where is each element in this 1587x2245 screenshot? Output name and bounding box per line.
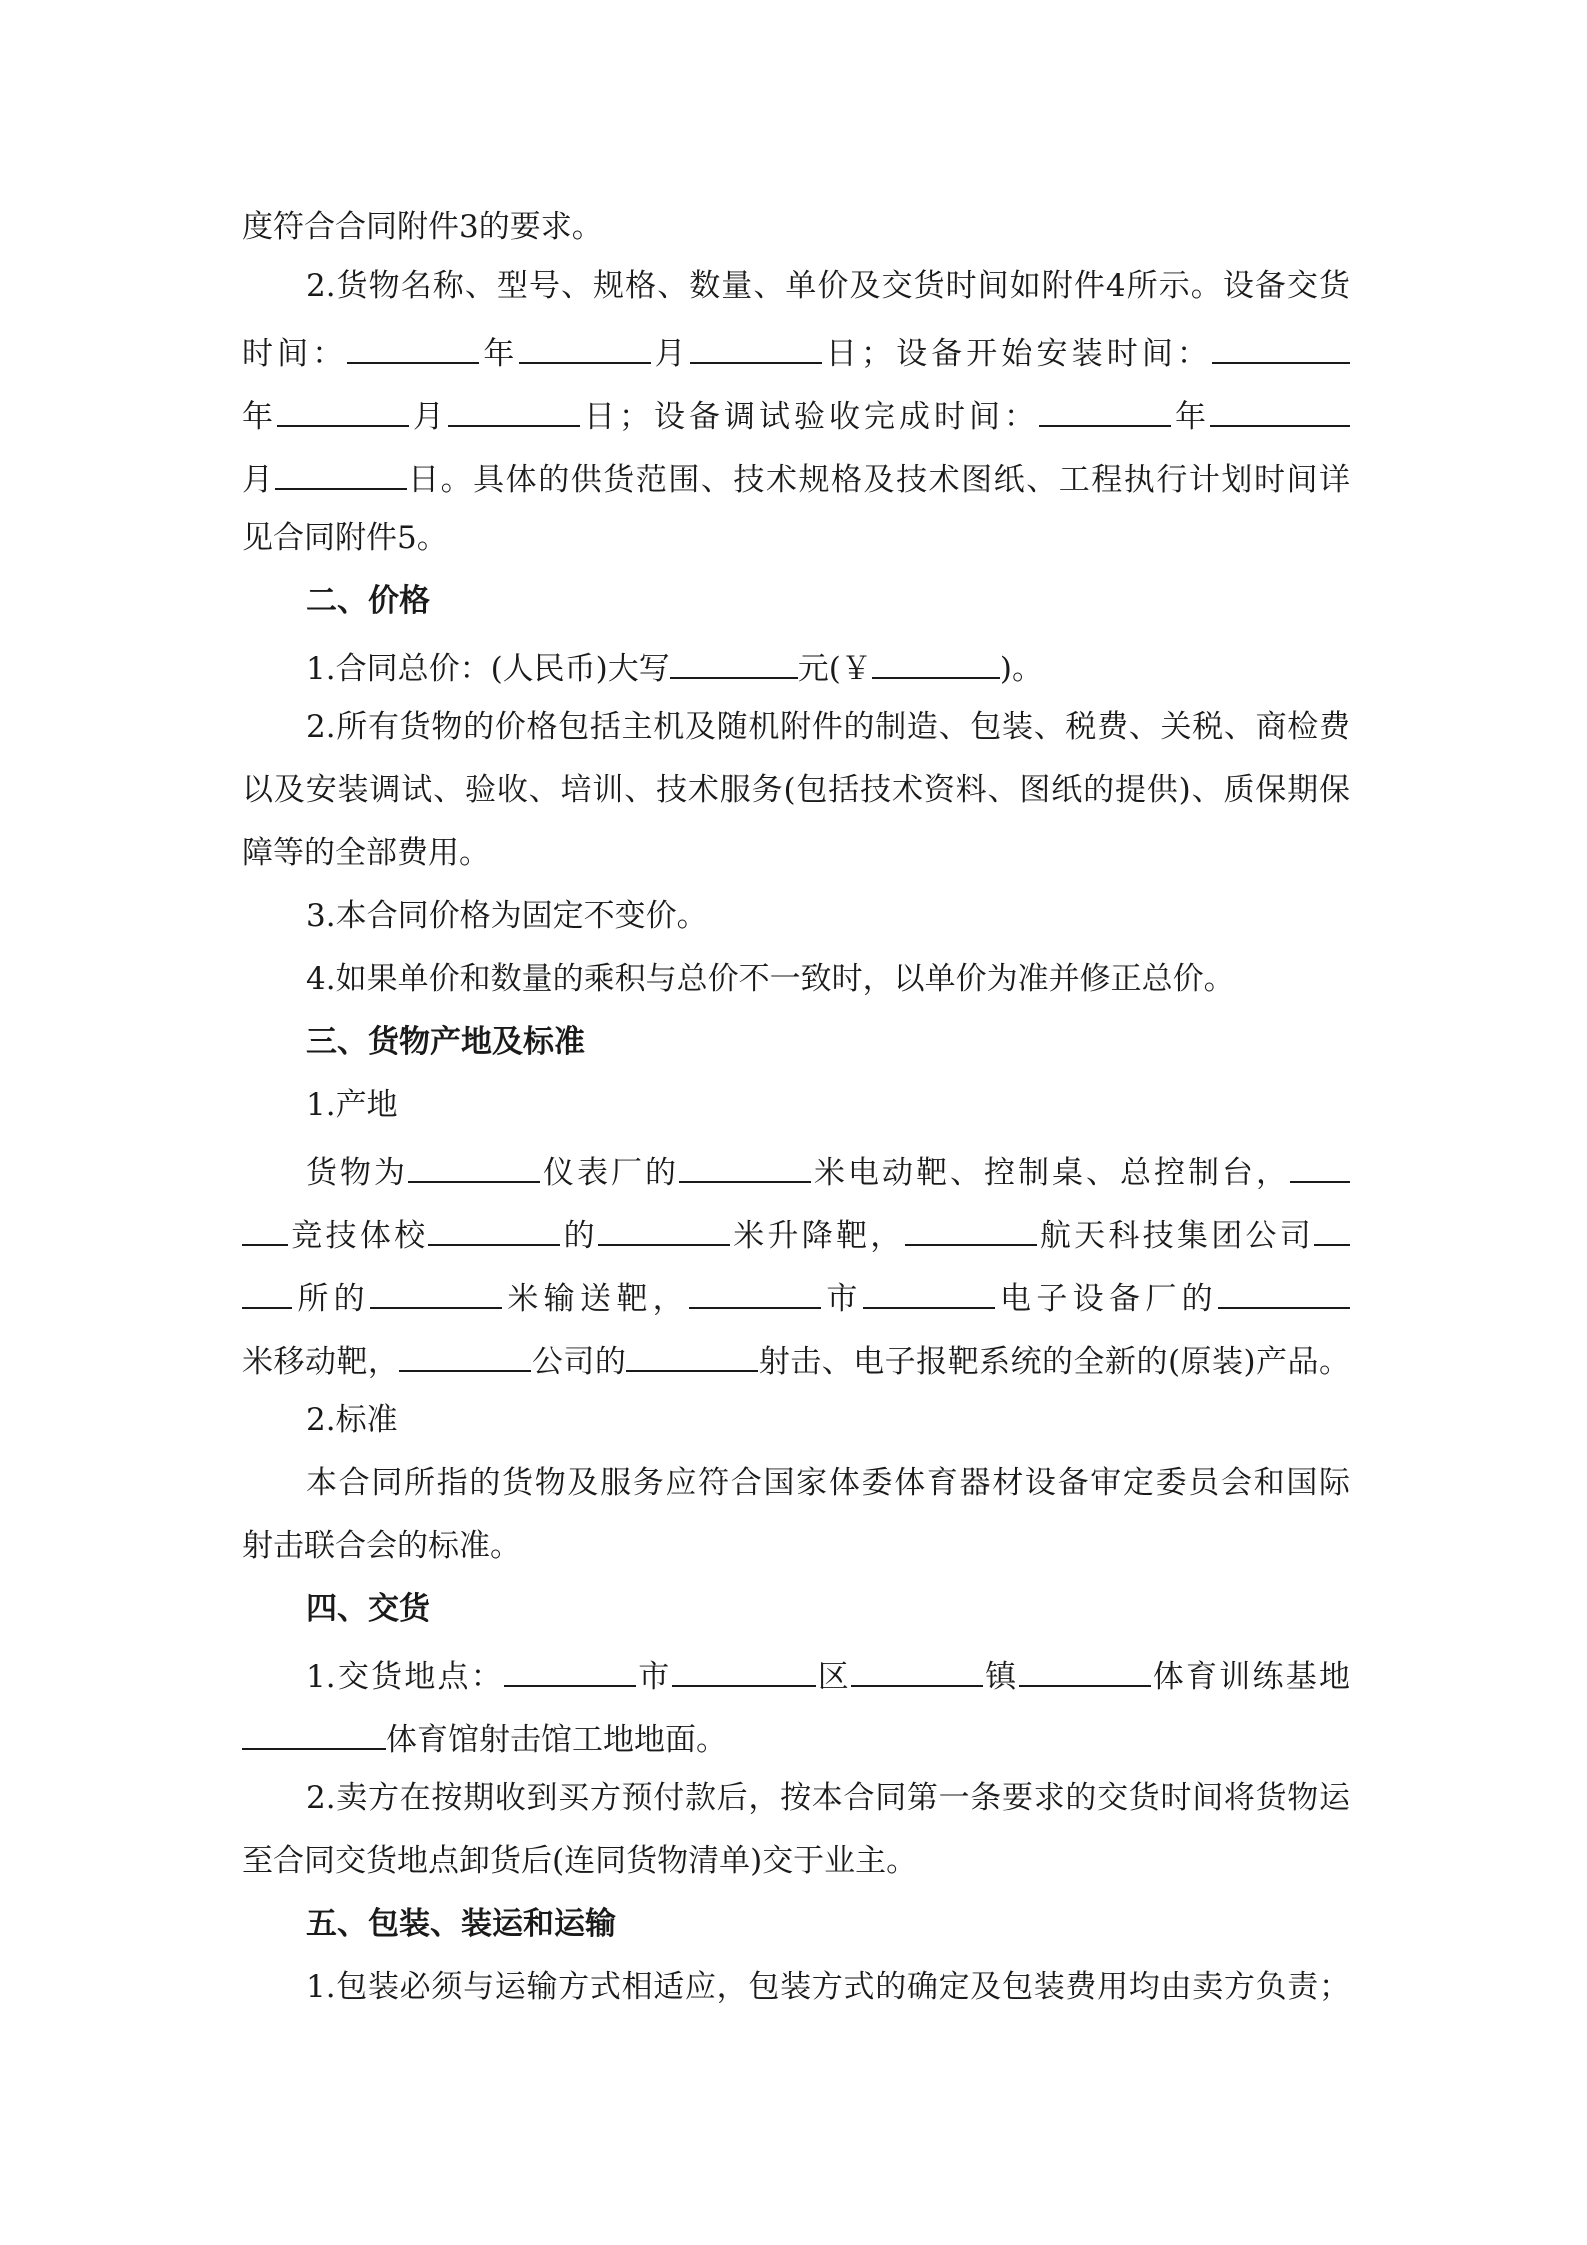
paragraph-line	[242, 1271, 1350, 1317]
paragraph-line	[242, 389, 1350, 435]
text: 至合同交货地点卸货后(连同货物清单)交于业主。	[242, 1843, 918, 1879]
fill-blank[interactable]	[428, 1208, 560, 1246]
paragraph-line	[242, 1838, 1350, 1884]
text: 日；设备开始安装时间：	[821, 336, 1213, 372]
text: 2.所有货物的价格包括主机及随机附件的制造、包装、税费、关税、商检费	[306, 709, 1350, 745]
fill-blank[interactable]	[1314, 1208, 1350, 1246]
text: 市	[821, 1281, 863, 1317]
section-heading	[306, 578, 1350, 624]
text: 月	[409, 399, 448, 435]
fill-blank[interactable]	[1039, 389, 1171, 427]
fill-blank[interactable]	[519, 326, 651, 364]
paragraph-line	[242, 1712, 1350, 1758]
fill-blank[interactable]	[277, 389, 409, 427]
fill-blank[interactable]	[408, 1145, 540, 1183]
text: 米输送靶，	[502, 1281, 689, 1317]
heading-text: 四、交货	[306, 1591, 430, 1627]
text: 日；设备调试验收完成时间：	[580, 399, 1039, 435]
fill-blank[interactable]	[242, 1208, 288, 1246]
paragraph-line	[306, 1649, 1350, 1695]
paragraph-line	[242, 1208, 1350, 1254]
text: 以及安装调试、验收、培训、技术服务(包括技术资料、图纸的提供)、质保期保	[242, 772, 1350, 808]
paragraph-line	[306, 1145, 1350, 1191]
fill-blank[interactable]	[1019, 1649, 1151, 1687]
text: 障等的全部费用。	[242, 835, 490, 871]
section-heading	[306, 1586, 1350, 1632]
text: 所的	[292, 1281, 370, 1317]
paragraph-line	[242, 830, 1350, 876]
fill-blank[interactable]	[448, 389, 580, 427]
fill-blank[interactable]	[872, 641, 1000, 679]
section-heading	[306, 1901, 1350, 1947]
text: 电子设备厂的	[994, 1281, 1219, 1317]
text: 镇	[983, 1659, 1019, 1695]
text: 2.卖方在按期收到买方预付款后，按本合同第一条要求的交货时间将货物运	[306, 1780, 1350, 1816]
text: 仪表厂的	[540, 1155, 679, 1191]
fill-blank[interactable]	[905, 1208, 1037, 1246]
heading-text: 二、价格	[306, 583, 430, 619]
sub-heading	[306, 1082, 1350, 1128]
text: 的	[560, 1218, 598, 1254]
paragraph-line	[242, 767, 1350, 813]
text: 2.货物名称、型号、规格、数量、单价及交货时间如附件4所示。设备交货	[306, 268, 1350, 304]
heading-text: 五、包装、装运和运输	[306, 1906, 616, 1942]
text: 1.产地	[306, 1087, 398, 1123]
fill-blank[interactable]	[347, 326, 479, 364]
fill-blank[interactable]	[690, 326, 822, 364]
heading-text: 三、货物产地及标准	[306, 1024, 585, 1060]
text: )。	[999, 651, 1043, 687]
sub-heading	[306, 1397, 1350, 1443]
text: 元(￥	[797, 651, 872, 687]
text: 月	[650, 336, 690, 372]
section-heading	[306, 1019, 1350, 1065]
text: 体育训练基地	[1150, 1659, 1350, 1695]
text: 公司的	[531, 1344, 627, 1380]
paragraph-line	[242, 204, 1350, 250]
paragraph-line	[242, 1334, 1350, 1380]
fill-blank[interactable]	[863, 1271, 995, 1309]
fill-blank[interactable]	[679, 1145, 811, 1183]
fill-blank[interactable]	[851, 1649, 983, 1687]
fill-blank[interactable]	[689, 1271, 821, 1309]
fill-blank[interactable]	[370, 1271, 502, 1309]
paragraph-line	[242, 326, 1350, 372]
text: 年	[479, 336, 519, 372]
text: 2.标准	[306, 1402, 398, 1438]
fill-blank[interactable]	[242, 1271, 292, 1309]
text: 度符合合同附件3的要求。	[242, 209, 603, 245]
paragraph-line	[306, 956, 1350, 1002]
paragraph-line	[306, 893, 1350, 939]
fill-blank[interactable]	[626, 1334, 758, 1372]
fill-blank[interactable]	[670, 641, 798, 679]
text: 本合同所指的货物及服务应符合国家体委体育器材设备审定委员会和国际	[306, 1465, 1350, 1501]
paragraph-line	[306, 1775, 1350, 1821]
fill-blank[interactable]	[1212, 326, 1350, 364]
text: 4.如果单价和数量的乘积与总价不一致时，以单价为准并修正总价。	[306, 961, 1235, 997]
fill-blank[interactable]	[275, 452, 407, 490]
text: 竞技体校	[288, 1218, 429, 1254]
paragraph-line	[306, 1460, 1350, 1506]
fill-blank[interactable]	[1210, 389, 1350, 427]
text: 货物为	[306, 1155, 408, 1191]
text: 年	[1171, 399, 1210, 435]
paragraph-line	[242, 515, 1350, 561]
text: 1.包装必须与运输方式相适应，包装方式的确定及包装费用均由卖方负责；	[306, 1969, 1350, 2005]
text: 米电动靶、控制桌、总控制台，	[811, 1155, 1290, 1191]
text: 区	[815, 1659, 852, 1695]
fill-blank[interactable]	[399, 1334, 531, 1372]
fill-blank[interactable]	[504, 1649, 636, 1687]
paragraph-line	[306, 704, 1350, 750]
text: 时间：	[242, 336, 348, 372]
text: 米移动靶，	[242, 1344, 400, 1380]
paragraph-line	[306, 263, 1350, 309]
text: 体育馆射击馆工地地面。	[386, 1722, 727, 1758]
text: 年	[242, 399, 277, 435]
text: 米升降靶，	[729, 1218, 905, 1254]
text: 市	[636, 1659, 672, 1695]
paragraph-line	[242, 452, 1350, 498]
text: 1.交货地点：	[306, 1659, 505, 1695]
text: 月	[242, 462, 275, 498]
fill-blank[interactable]	[242, 1712, 386, 1750]
text: 射击、电子报靶系统的全新的(原装)产品。	[758, 1344, 1350, 1380]
paragraph-line	[306, 641, 1350, 687]
text: 航天科技集团公司	[1036, 1218, 1315, 1254]
paragraph-line	[306, 1964, 1350, 2010]
text: 见合同附件5。	[242, 520, 448, 556]
text: 日。具体的供货范围、技术规格及技术图纸、工程执行计划时间详	[406, 462, 1350, 498]
fill-blank[interactable]	[1290, 1145, 1350, 1183]
text: 射击联合会的标准。	[242, 1528, 521, 1564]
text: 3.本合同价格为固定不变价。	[306, 898, 708, 934]
text: 1.合同总价：(人民币)大写	[306, 651, 670, 687]
fill-blank[interactable]	[672, 1649, 816, 1687]
fill-blank[interactable]	[598, 1208, 730, 1246]
paragraph-line	[242, 1523, 1350, 1569]
fill-blank[interactable]	[1218, 1271, 1350, 1309]
